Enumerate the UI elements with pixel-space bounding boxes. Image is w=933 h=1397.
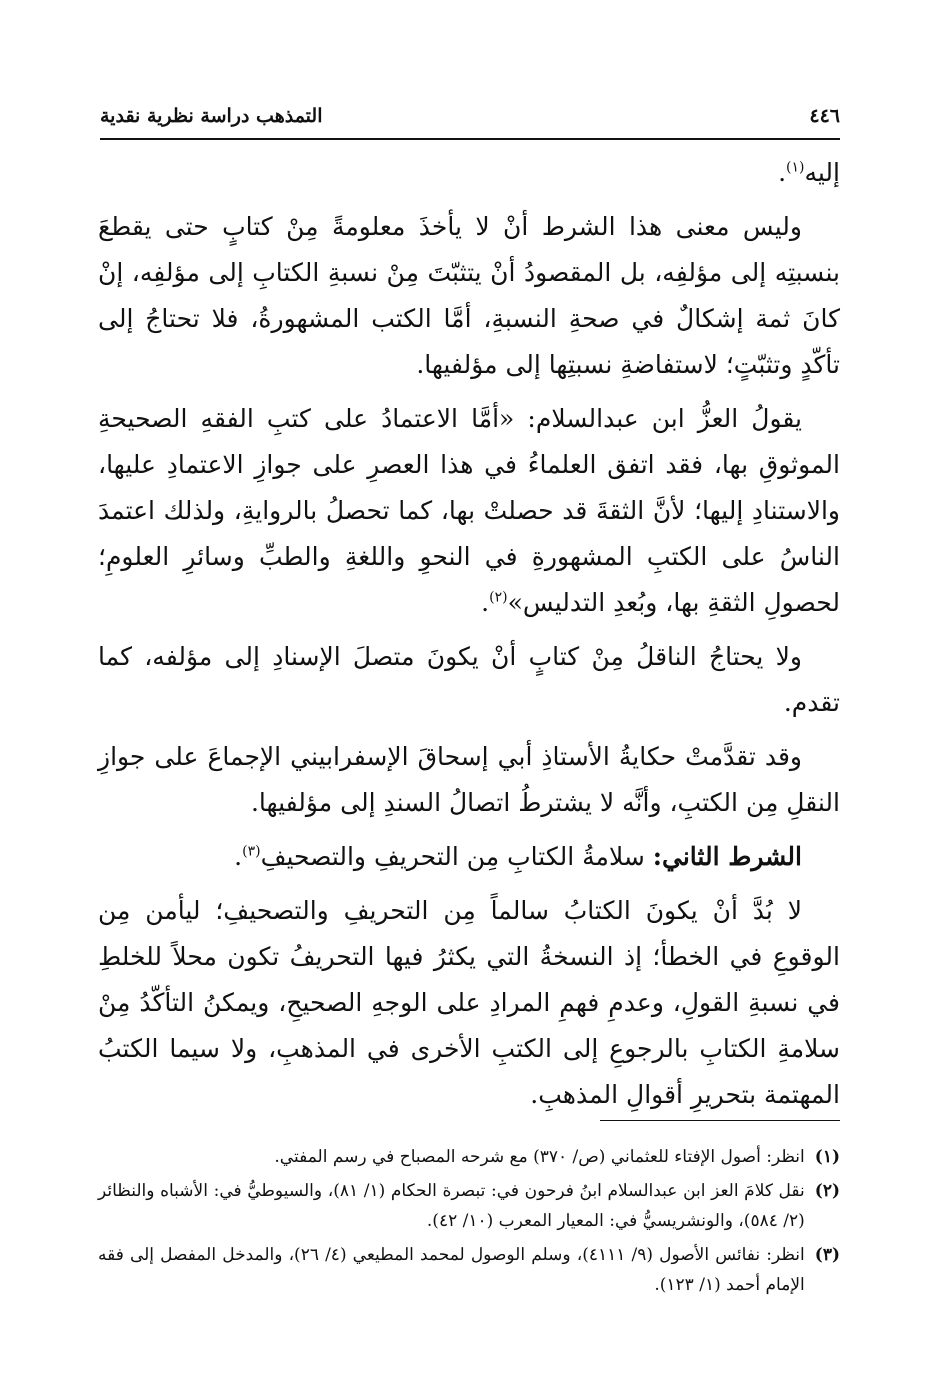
footnote-ref-3: (٣) <box>242 843 261 860</box>
paragraph-1-end: . <box>778 158 787 187</box>
paragraph-6 <box>98 834 840 880</box>
running-title: التمذهب دراسة نظرية نقدية <box>100 105 323 127</box>
header-divider <box>100 138 840 140</box>
main-text <box>98 150 840 1126</box>
paragraph-1 <box>98 150 840 196</box>
paragraph-3 <box>98 396 840 626</box>
footnote <box>98 1176 840 1236</box>
paragraph-1-text: إليه <box>804 158 840 187</box>
footnote-text: نقل كلامَ العز ابن عبدالسلام ابنُ فرحون في: تبصرة الحكام (١/ ٨١)، والسيوطيُّ في: الأشباه والنظائر (٢/ ٥٨٤)، والونشريسيُّ في: المعيار المعرب (١٠/ ٤٢). <box>98 1181 805 1231</box>
paragraph-7: لا بُدَّ أنْ يكونَ الكتابُ سالماً مِن التحريفِ والتصحيفِ؛ ليأمن مِن الوقوعِ في الخطأ؛ إذ النسخةُ التي يكثرُ فيها التحريفُ تكون محلاً للخلطِ في نسبةِ القولِ، وعدمِ فهمِ المرادِ على الوجهِ الصحيحِ، ويمكنُ التأكّدُ مِنْ سلامةِ الكتابِ بالرجوعِ إلى الكتبِ الأخرى في المذهبِ، ولا سيما الكتبُ المهتمة بتحريرِ أقوالِ المذهبِ. <box>98 896 840 1109</box>
footnote-number: (٣) <box>814 1245 840 1265</box>
footnote-ref-1: (١) <box>786 159 805 176</box>
footnote <box>98 1142 840 1172</box>
footnote-ref-2: (٢) <box>489 589 508 606</box>
paragraph-4: ولا يحتاجُ الناقلُ مِنْ كتابٍ أنْ يكونَ متصلَ الإسنادِ إلى مؤلفه، كما تقدم. <box>98 642 840 717</box>
footnote-text: انظر: أصول الإفتاء للعثماني (ص/ ٣٧٠) مع شرحه المصباح في رسم المفتي. <box>274 1147 805 1167</box>
condition-text: سلامةُ الكتابِ مِن التحريفِ والتصحيفِ <box>260 842 653 871</box>
paragraph-6-end: . <box>234 842 243 871</box>
paragraph-2: وليس معنى هذا الشرط أنْ لا يأخذَ معلومةً مِنْ كتابٍ حتى يقطعَ بنسبتِه إلى مؤلفِه، بل المقصودُ أنْ يتثبّتَ مِنْ نسبةِ الكتابِ إلى مؤلفِه، إنْ كانَ ثمة إشكالٌ في صحةِ النسبةِ، أمَّا الكتب المشهورةُ، فلا تحتاجُ إلى تأكّدٍ وتثبّتٍ؛ لاستفاضةِ نسبتِها إلى مؤلفيها. <box>98 212 840 379</box>
paragraph-3-end: . <box>481 588 490 617</box>
footnote-number: (١) <box>814 1147 840 1167</box>
page-number: ٤٤٦ <box>809 105 840 127</box>
condition-heading: الشرط الثاني: <box>652 842 802 871</box>
footnote <box>98 1240 840 1300</box>
footnote-text: انظر: نفائس الأصول (٩/ ٤١١١)، وسلم الوصول لمحمد المطيعي (٤/ ٢٦)، والمدخل المفصل إلى فقه الإمام أحمد (١/ ١٢٣). <box>98 1245 805 1295</box>
page-header <box>100 96 840 136</box>
footnote-number: (٢) <box>814 1181 840 1201</box>
footnote-divider <box>600 1120 840 1121</box>
paragraph-3-text: يقولُ العزُّ ابن عبدالسلام: «أمَّا الاعتمادُ على كتبِ الفقهِ الصحيحةِ الموثوقِ بها، فقد اتفق العلماءُ في هذا العصرِ على جوازِ الاعتمادِ عليها، والاستنادِ إليها؛ لأنَّ الثقةَ قد حصلتْ بها، كما تحصلُ بالروايةِ، ولذلك اعتمدَ الناسُ على الكتبِ المشهورةِ في النحوِ واللغةِ والطبِّ وسائرِ العلومِ؛ لحصولِ الثقةِ بها، وبُعدِ التدليس» <box>98 404 840 617</box>
footnotes <box>98 1142 840 1304</box>
paragraph-5: وقد تقدَّمتْ حكايةُ الأستاذِ أبي إسحاقَ الإسفرابيني الإجماعَ على جوازِ النقلِ مِن الكتبِ، وأنَّه لا يشترطُ اتصالُ السندِ إلى مؤلفيها. <box>98 742 840 817</box>
